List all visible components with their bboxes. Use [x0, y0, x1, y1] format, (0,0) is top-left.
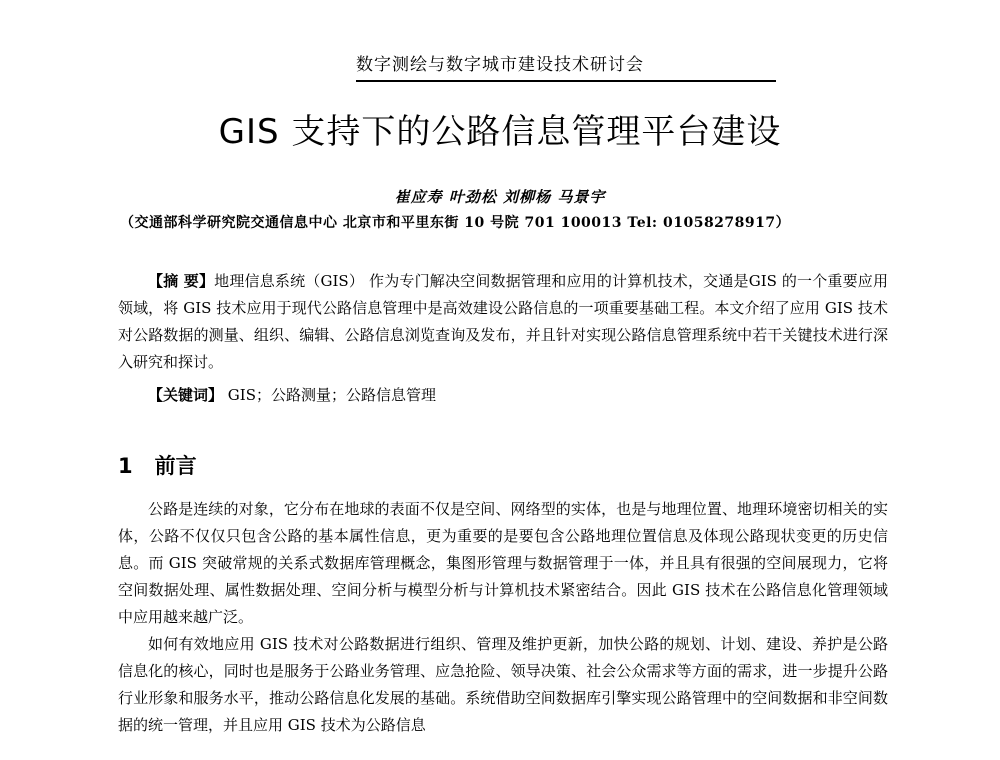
abstract	[118, 268, 888, 376]
abstract-paragraph	[118, 268, 888, 376]
section-body	[118, 496, 888, 739]
paper-title: GIS 支持下的公路信息管理平台建设	[218, 112, 782, 152]
paper-affiliation: （交通部科学研究院交通信息中心 北京市和平里东街 10 号院 701 100013 Tel: 01058278917）	[120, 215, 791, 231]
keywords	[118, 382, 888, 409]
body-paragraph: 公路是连续的对象，它分布在地球的表面不仅是空间、网络型的实体，也是与地理位置、地理环境密切相关的实体，公路不仅仅只包含公路的基本属性信息，更为重要的是要包含公路地理位置信息及体现公路现状变更的历史信息。而 GIS 突破常规的关系式数据库管理概念，集图形管理与数据管理于一体，并且具有很强的空间展现力，它将空间数据处理、属性数据处理、空间分析与模型分析与计算机技术紧密结合。因此 GIS 技术在公路信息化管理领域中应用越来越广泛。	[118, 500, 888, 626]
abstract-label: 【摘 要】	[148, 272, 215, 290]
paper-authors: 崔应寿 叶劲松 刘柳杨 马景宇	[394, 188, 606, 206]
body-paragraph: 如何有效地应用 GIS 技术对公路数据进行组织、管理及维护更新，加快公路的规划、计划、建设、养护是公路信息化的核心，同时也是服务于公路业务管理、应急抢险、领导决策、社会公众需求等方面的需求，进一步提升公路行业形象和服务水平，推动公路信息化发展的基础。系统借助空间数据库引擎实现公路管理中的空间数据和非空间数据的统一管理，并且应用 GIS 技术为公路信息	[118, 635, 888, 734]
conference-header: 数字测绘与数字城市建设技术研讨会	[356, 55, 644, 75]
section-heading	[118, 450, 197, 480]
keywords-text: GIS；公路测量；公路信息管理	[223, 386, 436, 404]
section-number: 1	[118, 454, 133, 478]
section-title: 前言	[154, 454, 197, 478]
header-rule	[356, 80, 776, 82]
abstract-text: 地理信息系统（GIS） 作为专门解决空间数据管理和应用的计算机技术，交通是GIS 的一个重要应用领域，将 GIS 技术应用于现代公路信息管理中是高效建设公路信息的一项重要基础工程。本文介绍了应用 GIS 技术对公路数据的测量、组织、编辑、公路信息浏览查询及发布，并且针对实现公路信息管理系统中若干关键技术进行深入研究和探讨。	[118, 272, 888, 371]
keywords-label: 【关键词】	[148, 386, 224, 404]
